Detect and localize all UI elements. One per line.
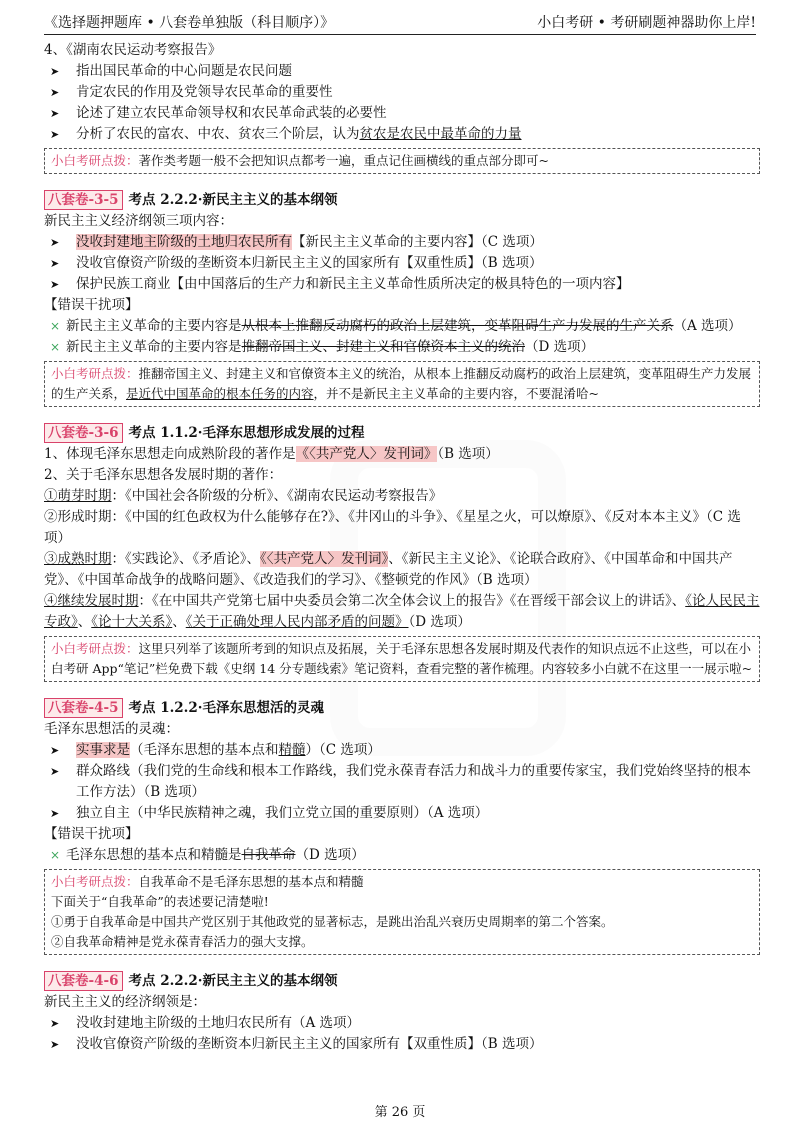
- list-item: ➤ 保护民族工商业【由中国落后的生产力和新民主主义革命性质所决定的极具特色的一项内容】: [44, 274, 760, 295]
- cross-icon: ×: [50, 319, 61, 333]
- list-item: ➤ 没收官僚资产阶级的垄断资本归新民主主义的国家所有【双重性质】（B 选项）: [44, 1034, 760, 1055]
- wrong-option: × 新民主主义革命的主要内容是推翻帝国主义、封建主义和官僚资本主义的统治（D 选项）: [44, 337, 760, 358]
- list-item: ➤ 实事求是（毛泽东思想的基本点和精髓）（C 选项）: [44, 740, 760, 761]
- list-item: ➤ 论述了建立农民革命领导权和农民革命武装的必要性: [44, 103, 760, 124]
- wrong-option: × 毛泽东思想的基本点和精髓是自我革命（D 选项）: [44, 845, 760, 866]
- section-heading: 八套卷-4-5 考点 1.2.2·毛泽东思想活的灵魂: [44, 698, 760, 719]
- arrow-bullet-icon: ➤: [50, 65, 60, 78]
- cross-icon: ×: [50, 340, 61, 354]
- list-item: ➤ 没收封建地主阶级的土地归农民所有（A 选项）: [44, 1013, 760, 1034]
- page-header: [44, 10, 756, 35]
- header-right: 小白考研 • 考研刷题神器助你上岸!: [537, 15, 756, 31]
- wrong-option: × 新民主主义革命的主要内容是从根本上推翻反动腐朽的政治上层建筑，变革阻碍生产力发展的生产关系（A 选项）: [44, 316, 760, 337]
- section-heading: 八套卷-4-6 考点 2.2.2·新民主主义的基本纲领: [44, 971, 760, 992]
- tip-box: 小白考研点拨：著作类考题一般不会把知识点都考一遍，重点记住画横线的重点部分即可~: [44, 148, 760, 174]
- list-item: ➤ 独立自主（中华民族精神之魂，我们立党立国的重要原则）（A 选项）: [44, 803, 760, 824]
- section-heading: 八套卷-3-5 考点 2.2.2·新民主主义的基本纲领: [44, 190, 760, 211]
- list-item: ➤ 指出国民革命的中心问题是农民问题: [44, 61, 760, 82]
- tip-box: 小白考研点拨：自我革命不是毛泽东思想的基本点和精髓 下面关于“自我革命”的表述要记清楚啦! ①勇于自我革命是中国共产党区别于其他政党的显著标志，是跳出治乱兴衰历史周期率的第二个答案。 ②自我革命精神是党永葆青春活力的强大支撑。: [44, 869, 760, 955]
- cross-icon: ×: [50, 848, 61, 862]
- section-tag: 八套卷-3-6: [44, 423, 123, 443]
- list-item: ➤ 分析了农民的富农、中农、贫农三个阶层，认为贫农是农民中最革命的力量: [44, 124, 760, 145]
- section-tag: 八套卷-4-5: [44, 698, 123, 718]
- arrow-bullet-icon: ➤: [50, 257, 60, 270]
- tip-box: 小白考研点拨：这里只列举了该题所考到的知识点及拓展，关于毛泽东思想各发展时期及代表作的知识点远不止这些，可以在小白考研 App“笔记”栏免费下载《史纲 14 分专题线索》笔记资料，查看完整的著作梳理。内容较多小白就不在这里一一展示啦~: [44, 636, 760, 682]
- arrow-bullet-icon: ➤: [50, 1017, 60, 1030]
- block-title: 4、《湖南农民运动考察报告》: [44, 42, 222, 58]
- list-item: ➤ 没收官僚资产阶级的垄断资本归新民主主义的国家所有【双重性质】（B 选项）: [44, 253, 760, 274]
- tip-box: 小白考研点拨：推翻帝国主义、封建主义和官僚资本主义的统治，从根本上推翻反动腐朽的政治上层建筑，变革阻碍生产力发展的生产关系，是近代中国革命的根本任务的内容，并不是新民主主义革命的主要内容，不要混淆哈~: [44, 361, 760, 407]
- list-item: ➤ 肯定农民的作用及党领导农民革命的重要性: [44, 82, 760, 103]
- header-left: 《选择题押题库 • 八套卷单独版（科目顺序）》: [44, 15, 335, 31]
- list-item: ➤ 没收封建地主阶级的土地归农民所有【新民主主义革命的主要内容】（C 选项）: [44, 232, 760, 253]
- arrow-bullet-icon: ➤: [50, 744, 60, 757]
- arrow-bullet-icon: ➤: [50, 236, 60, 249]
- arrow-bullet-icon: ➤: [50, 1038, 60, 1051]
- arrow-bullet-icon: ➤: [50, 278, 60, 291]
- arrow-bullet-icon: ➤: [50, 107, 60, 120]
- arrow-bullet-icon: ➤: [50, 86, 60, 99]
- arrow-bullet-icon: ➤: [50, 128, 60, 141]
- arrow-bullet-icon: ➤: [50, 765, 60, 778]
- arrow-bullet-icon: ➤: [50, 807, 60, 820]
- page-content: 4、《湖南农民运动考察报告》 ➤ 指出国民革命的中心问题是农民问题 ➤ 肯定农民的作用及党领导农民革命的重要性 ➤ 论述了建立农民革命领导权和农民革命武装的必要性 ➤ 分析了农民的富农、中农、贫农三个阶层，认为贫农是农民中最革命的力量 小白考研点拨：著作类考题一般不会把知识点都考一遍，重点记住画横线的重点部分即可~ 八套卷-3-5 考点 2.2.2·新民主主义的基本纲领 新民主主义经济纲领三项内容： ➤ 没收封建地主阶级的土地归农民所有【新民主主义革命的主要内容】（C 选项） ➤ 没收官僚资产阶级的垄断资本归新民主主义的国家所有【双重性质】（B 选项） ➤ 保护民族工商业【由中国落后的生产力和新民主主义革命性质所决定的极具特色的一项内容】 【错误干扰项】 × 新民主主义革命的主要内容是从根本上推翻反动腐朽的政治上层建筑，变革阻碍生产力发展的生产关系（A 选项） × 新民主主义革命的主要内容是推翻帝国主义、封建主义和官僚资本主义的统治（D 选项） 小白考研点拨：推翻帝国主义、封建主义和官僚资本主义的统治，从根本上推翻反动腐朽的政治上层建筑，变革阻碍生产力发展的生产关系，是近代中国革命的根本任务的内容，并不是新民主主义革命的主要内容，不要混淆哈~ 八套卷-3-6 考点 1.1.2·毛泽东思想形成发展的过程 1、体现毛泽东思想走向成熟阶段的著作是《〈共产党人〉发刊词》（B 选项） 2、关于毛泽东思想各发展时期的著作： ①萌芽时期：《中国社会各阶级的分析》、《湖南农民运动考察报告》 ②形成时期：《中国的红色政权为什么能够存在?》、《井冈山的斗争》、《星星之火，可以燎原》、《反对本本主义》（C 选项） ③成熟时期：《实践论》、《矛盾论》、《〈共产党人〉发刊词》、《新民主主义论》、《论联合政府》、《中国革命和中国共产党》、《中国革命战争的战略问题》、《改造我们的学习》、《整顿党的作风》（B 选项） ④继续发展时期：《在中国共产党第七届中央委员会第二次全体会议上的报告》《在晋绥干部会议上的讲话》、《论人民民主专政》、《论十大关系》、《关于正确处理人民内部矛盾的问题》（D 选项） 小白考研点拨：这里只列举了该题所考到的知识点及拓展，关于毛泽东思想各发展时期及代表作的知识点远不止这些，可以在小白考研 App“笔记”栏免费下载《史纲 14 分专题线索》笔记资料，查看完整的著作梳理。内容较多小白就不在这里一一展示啦~ 八套卷-4-5 考点 1.2.2·毛泽东思想活的灵魂 毛泽东思想活的灵魂： ➤ 实事求是（毛泽东思想的基本点和精髓）（C 选项） ➤ 群众路线（我们党的生命线和根本工作路线，我们党永葆青春活力和战斗力的重要传家宝，我们党始终坚持的根本工作方法）（B 选项） ➤ 独立自主（中华民族精神之魂，我们立党立国的重要原则）（A 选项） 【错误干扰项】 × 毛泽东思想的基本点和精髓是自我革命（D 选项） 小白考研点拨：自我革命不是毛泽东思想的基本点和精髓 下面关于“自我革命”的表述要记清楚啦! ①勇于自我革命是中国共产党区别于其他政党的显著标志，是跳出治乱兴衰历史周期率的第二个答案。 ②自我革命精神是党永葆青春活力的强大支撑。 八套卷-4-6 考点 2.2.2·新民主主义的基本纲领 新民主主义的经济纲领是： ➤ 没收封建地主阶级的土地归农民所有（A 选项） ➤ 没收官僚资产阶级的垄断资本归新民主主义的国家所有【双重性质】（B 选项）: [44, 40, 760, 1055]
- page-number: 第 26 页: [374, 1105, 426, 1120]
- section-heading: 八套卷-3-6 考点 1.1.2·毛泽东思想形成发展的过程: [44, 423, 760, 444]
- section-tag: 八套卷-4-6: [44, 971, 123, 991]
- list-item: ➤ 群众路线（我们党的生命线和根本工作路线，我们党永葆青春活力和战斗力的重要传家宝，我们党始终坚持的根本工作方法）（B 选项）: [44, 761, 760, 803]
- section-tag: 八套卷-3-5: [44, 190, 123, 210]
